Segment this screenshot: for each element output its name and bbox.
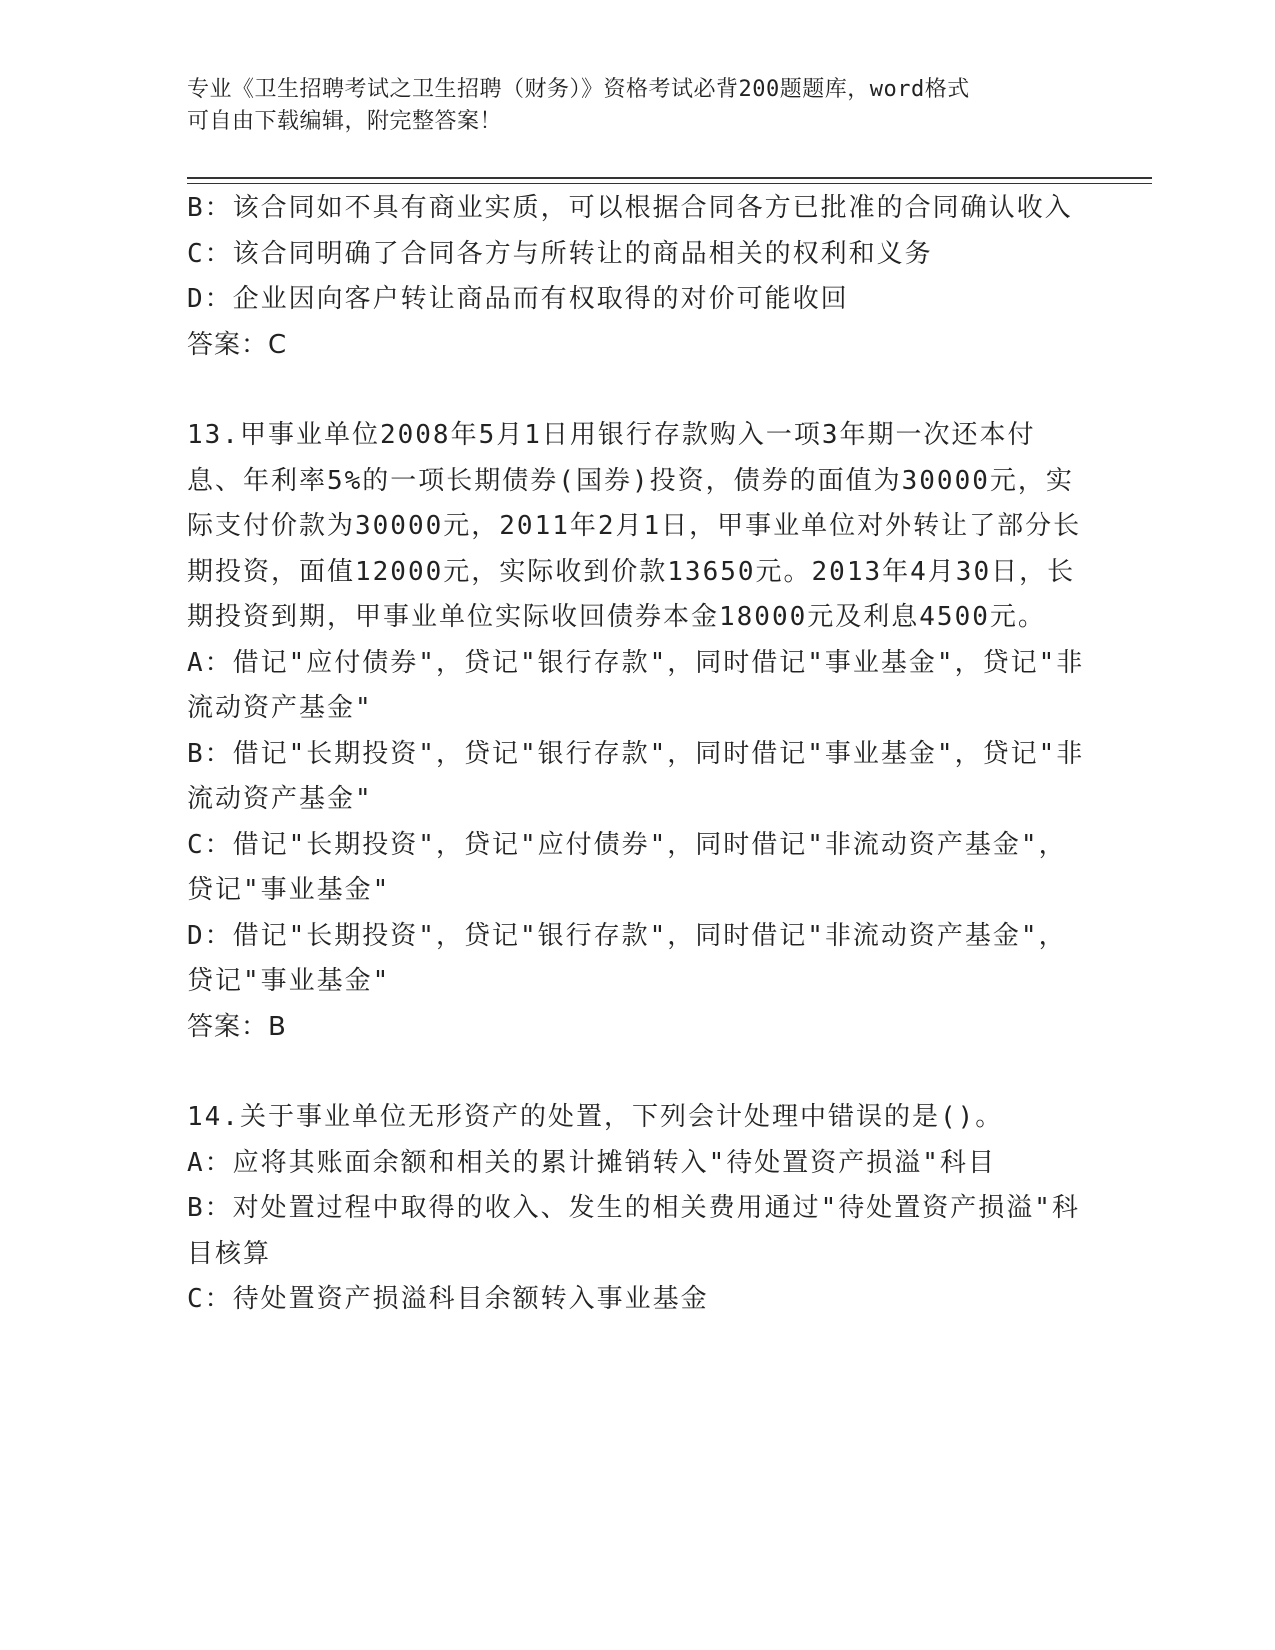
q14-option-b: B：对处置过程中取得的收入、发生的相关费用通过"待处置资产损溢"科目核算 bbox=[187, 1193, 1080, 1269]
document-header bbox=[187, 74, 1087, 138]
question-14 bbox=[187, 1095, 1087, 1323]
spacer bbox=[187, 1050, 1087, 1095]
header-line-2: 可自由下载编辑，附完整答案！ bbox=[187, 109, 503, 134]
spacer bbox=[187, 368, 1087, 413]
q12-option-b: B：该合同如不具有商业实质，可以根据合同各方已批准的合同确认收入 bbox=[187, 193, 1073, 223]
q13-option-d: D：借记"长期投资"，贷记"银行存款"，同时借记"非流动资产基金"，贷记"事业基金" bbox=[187, 920, 1067, 996]
q12-answer: 答案：C bbox=[187, 329, 288, 360]
q12-option-c: C：该合同明确了合同各方与所转让的商品相关的权利和义务 bbox=[187, 238, 933, 269]
q13-answer: 答案：B bbox=[187, 1011, 287, 1042]
header-line-1: 专业《卫生招聘考试之卫生招聘（财务）》资格考试必背200题题库，word格式 bbox=[187, 77, 970, 102]
q13-stem: 13.甲事业单位2008年5月1日用银行存款购入一项3年期一次还本付息、年利率5%的一项长期债券(国券)投资，债券的面值为30000元，实际支付价款为30000元，2011年2月1日，甲事业单位对外转让了部分长期投资，面值12000元，实际收到价款13650元。2013年4月30日，长期投资到期，甲事业单位实际收回债券本金18000元及利息4500元。 bbox=[187, 420, 1082, 632]
header-divider-thin bbox=[187, 183, 1152, 184]
question-12 bbox=[187, 186, 1087, 368]
q14-option-c: C：待处置资产损溢科目余额转入事业基金 bbox=[187, 1284, 709, 1314]
q14-stem: 14.关于事业单位无形资产的处置，下列会计处理中错误的是()。 bbox=[187, 1102, 1004, 1132]
q13-option-b: B：借记"长期投资"，贷记"银行存款"，同时借记"事业基金"，贷记"非流动资产基金" bbox=[187, 738, 1085, 814]
question-content bbox=[187, 186, 1087, 1323]
q14-option-a: A：应将其账面余额和相关的累计摊销转入"待处置资产损溢"科目 bbox=[187, 1147, 996, 1178]
q13-option-c: C：借记"长期投资"，贷记"应付债券"，同时借记"非流动资产基金"，贷记"事业基金" bbox=[187, 829, 1067, 905]
header-divider-thick bbox=[187, 177, 1152, 179]
q13-option-a: A：借记"应付债券"，贷记"银行存款"，同时借记"事业基金"，贷记"非流动资产基金" bbox=[187, 647, 1085, 723]
q12-option-d: D：企业因向客户转让商品而有权取得的对价可能收回 bbox=[187, 284, 849, 314]
question-13 bbox=[187, 413, 1087, 1050]
